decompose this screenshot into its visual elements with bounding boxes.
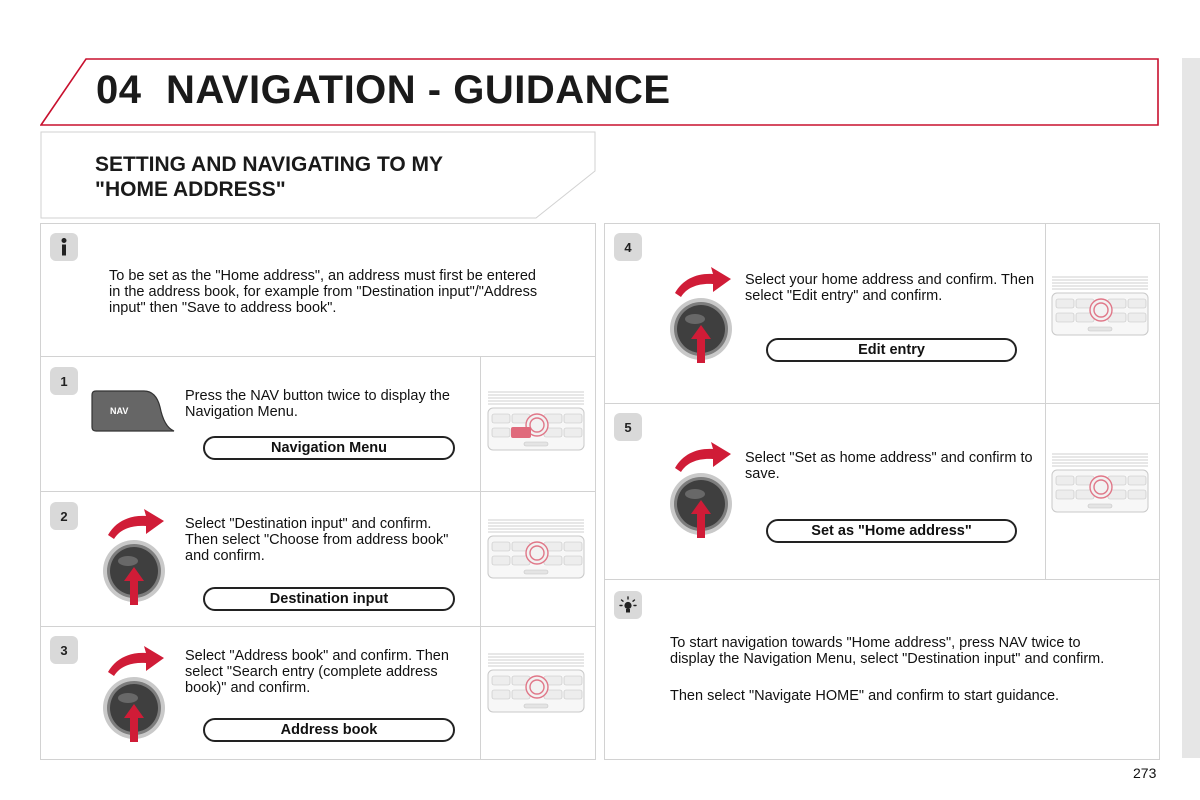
step-divider-4 [1045, 224, 1046, 403]
rotary-knob-icon [667, 265, 737, 365]
tip-panel [604, 579, 1160, 760]
step-number-badge-2: 2 [50, 502, 78, 530]
chapter-number: 04 [96, 68, 142, 112]
step-divider-2 [480, 492, 481, 626]
rotary-knob-icon [667, 440, 737, 540]
step-number-badge-5: 5 [614, 413, 642, 441]
rotary-knob-icon [100, 644, 170, 744]
radio-panel-icon [486, 390, 586, 460]
address-book-button[interactable]: Address book [203, 718, 455, 742]
step-number-badge-3: 3 [50, 636, 78, 664]
radio-panel-icon [486, 652, 586, 722]
radio-panel-icon [1050, 275, 1150, 345]
info-icon [50, 233, 78, 261]
step-number-badge-1: 1 [50, 367, 78, 395]
tip-paragraph-2: Then select "Navigate HOME" and confirm to start guidance. [670, 688, 1060, 704]
section-title-line-1: SETTING AND NAVIGATING TO MY [95, 153, 444, 176]
step-divider-1 [480, 357, 481, 491]
radio-panel-icon [486, 518, 586, 588]
step-text-2: Select "Destination input" and confirm. Then select "Choose from address book" and confirm. [185, 516, 449, 564]
lightbulb-icon [614, 591, 642, 619]
radio-panel-icon [1050, 452, 1150, 522]
step-text-1: Press the NAV button twice to display the Navigation Menu. [185, 388, 450, 420]
step-text-3: Select "Address book" and confirm. Then select "Search entry (complete address book)" and confirm. [185, 648, 449, 696]
page-number: 273 [1133, 765, 1157, 781]
nav-button-label: NAV [110, 406, 129, 416]
section-title-line-2: "HOME ADDRESS" [95, 178, 286, 201]
step-divider-3 [480, 627, 481, 759]
rotary-knob-icon [100, 507, 170, 607]
step-divider-5 [1045, 404, 1046, 579]
step-text-5: Select "Set as home address" and confirm to save. [745, 450, 1033, 482]
tip-paragraph-1: To start navigation towards "Home address", press NAV twice to display the Navigation Menu, select "Destination input" and confirm. [670, 635, 1105, 667]
section-title [95, 152, 555, 202]
side-band [1182, 58, 1200, 758]
edit-entry-button[interactable]: Edit entry [766, 338, 1017, 362]
destination-input-button[interactable]: Destination input [203, 587, 455, 611]
nav-button-icon [90, 389, 176, 433]
chapter-title: NAVIGATION - GUIDANCE [166, 68, 671, 112]
step-number-badge-4: 4 [614, 233, 642, 261]
set-as-home-address-button[interactable]: Set as "Home address" [766, 519, 1017, 543]
navigation-menu-button[interactable]: Navigation Menu [203, 436, 455, 460]
step-text-4: Select your home address and confirm. Then select "Edit entry" and confirm. [745, 272, 1035, 304]
info-text: To be set as the "Home address", an address must first be entered in the address book, for example from "Destination input"/"Address input" then "Save to address book". [109, 268, 538, 316]
